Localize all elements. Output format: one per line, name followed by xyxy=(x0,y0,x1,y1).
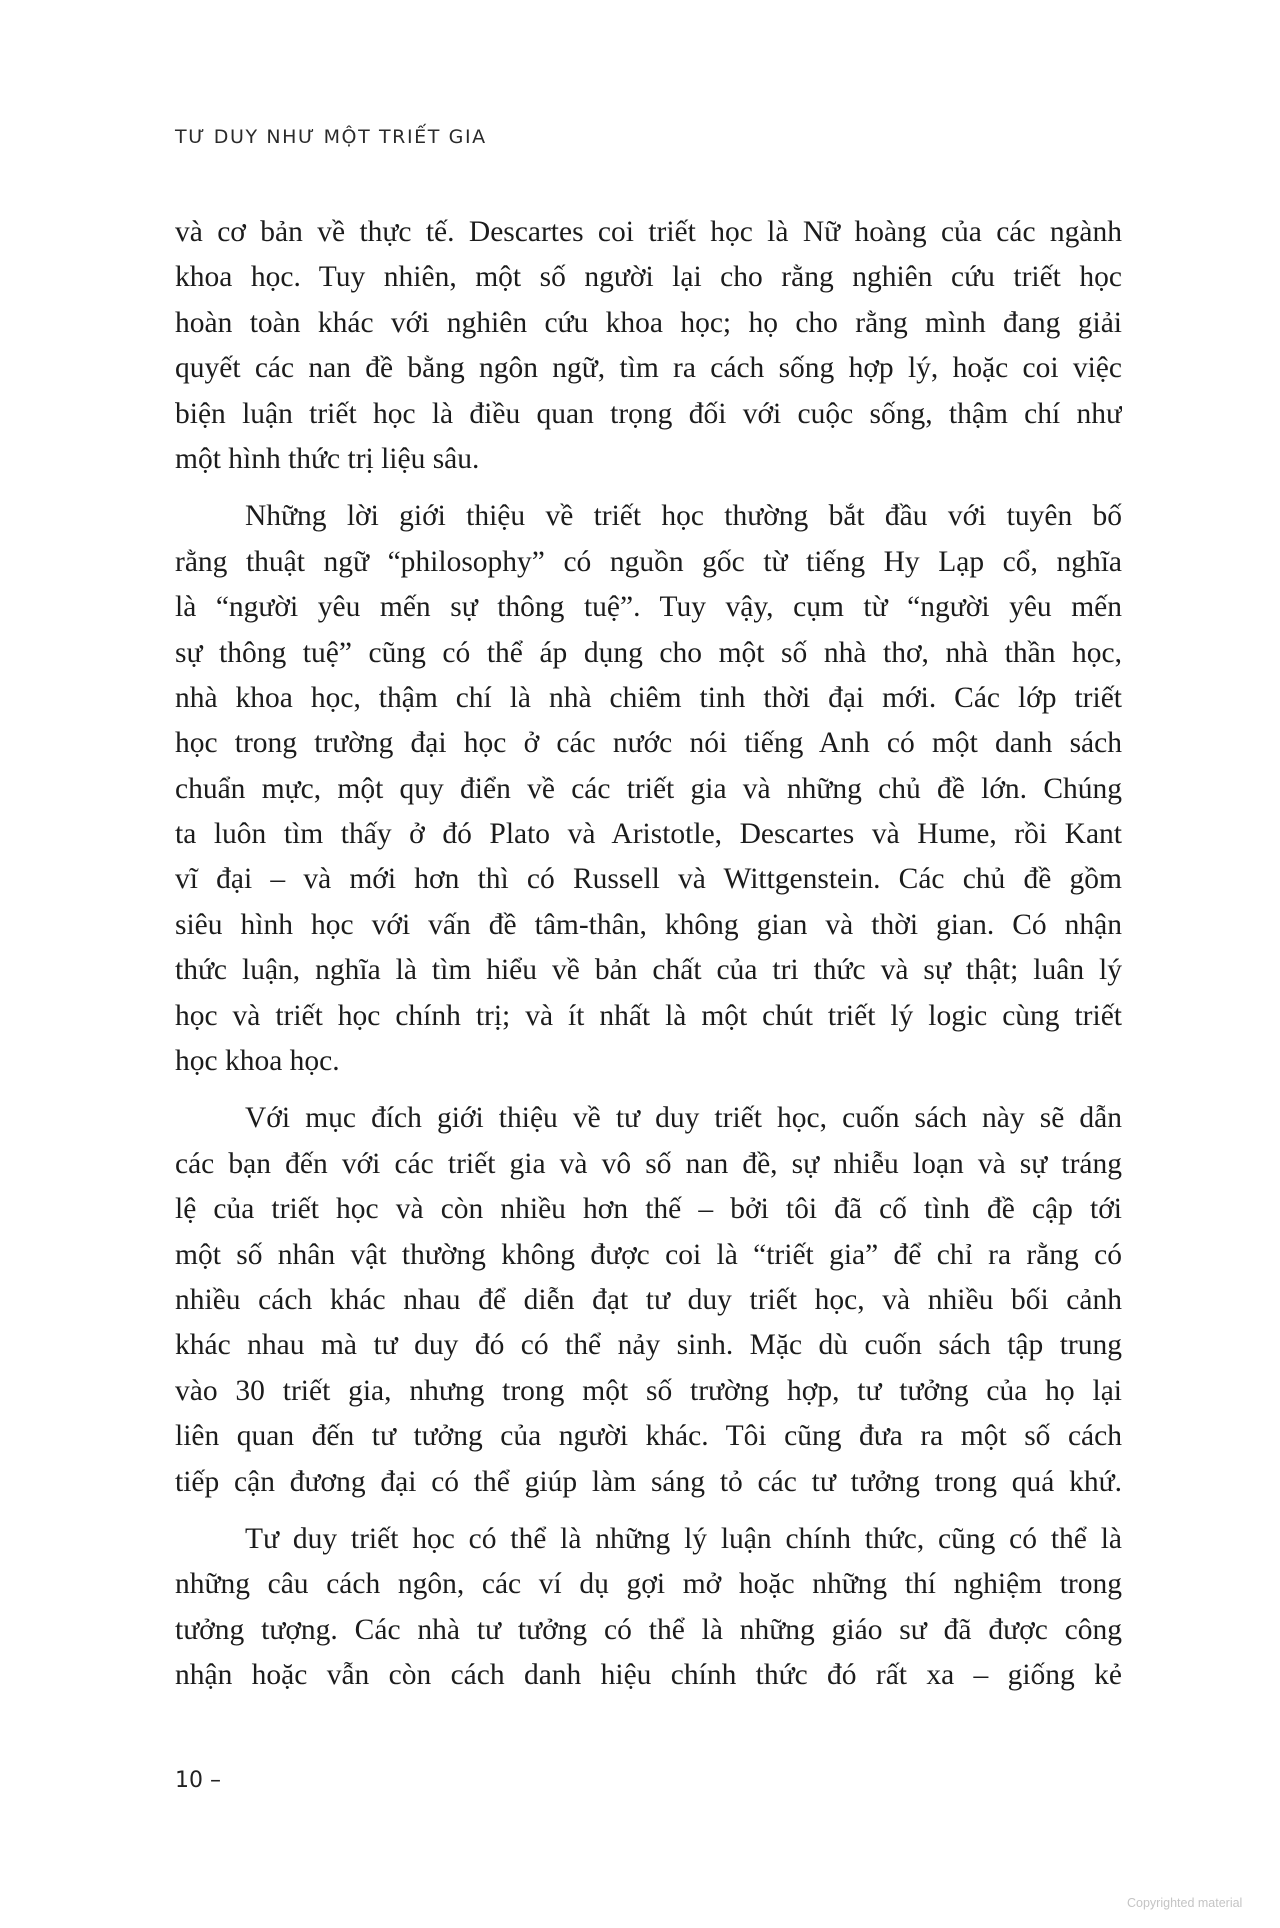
paragraph xyxy=(175,210,1122,482)
text-line: vĩ đại – và mới hơn thì có Russell và Wittgenstein. Các chủ đề gồm xyxy=(175,863,1122,896)
text-line: lệ của triết học và còn nhiều hơn thế – bởi tôi đã cố tình đề cập tới xyxy=(175,1193,1122,1226)
text-line: rằng thuật ngữ “philosophy” có nguồn gốc từ tiếng Hy Lạp cổ, nghĩa xyxy=(175,545,1122,578)
paragraph xyxy=(175,1096,1122,1505)
running-head: TƯ DUY NHƯ MỘT TRIẾT GIA xyxy=(175,126,487,148)
text-line: chuẩn mực, một quy điển về các triết gia và những chủ đề lớn. Chúng xyxy=(175,772,1122,805)
text-line: nhà khoa học, thậm chí là nhà chiêm tinh thời đại mới. Các lớp triết xyxy=(175,681,1122,714)
text-line: thức luận, nghĩa là tìm hiểu về bản chất của tri thức và sự thật; luân lý xyxy=(175,954,1122,987)
text-line: tiếp cận đương đại có thể giúp làm sáng tỏ các tư tưởng trong quá khứ. xyxy=(175,1465,1122,1498)
text-line: khoa học. Tuy nhiên, một số người lại cho rằng nghiên cứu triết học xyxy=(175,261,1122,294)
text-line: hoàn toàn khác với nghiên cứu khoa học; họ cho rằng mình đang giải xyxy=(175,306,1122,339)
paragraph xyxy=(175,494,1122,1084)
page-number: 10 – xyxy=(175,1768,221,1793)
text-line: học và triết học chính trị; và ít nhất là một chút triết lý logic cùng triết xyxy=(175,999,1122,1032)
text-line: liên quan đến tư tưởng của người khác. Tôi cũng đưa ra một số cách xyxy=(175,1420,1122,1453)
text-line: biện luận triết học là điều quan trọng đối với cuộc sống, thậm chí như xyxy=(175,397,1122,430)
text-line: siêu hình học với vấn đề tâm-thân, không gian và thời gian. Có nhận xyxy=(175,908,1122,941)
text-line: Với mục đích giới thiệu về tư duy triết học, cuốn sách này sẽ dẫn xyxy=(245,1102,1122,1135)
text-line: tưởng tượng. Các nhà tư tưởng có thể là những giáo sư đã được công xyxy=(175,1613,1122,1646)
text-line: và cơ bản về thực tế. Descartes coi triết học là Nữ hoàng của các ngành xyxy=(175,216,1122,248)
text-line: khác nhau mà tư duy đó có thể nảy sinh. Mặc dù cuốn sách tập trung xyxy=(175,1329,1122,1362)
text-line: ta luôn tìm thấy ở đó Plato và Aristotle, Descartes và Hume, rồi Kant xyxy=(175,818,1122,851)
text-line: học trong trường đại học ở các nước nói tiếng Anh có một danh sách xyxy=(175,727,1122,760)
copyright-watermark: Copyrighted material xyxy=(1127,1896,1243,1910)
text-line: nhiều cách khác nhau để diễn đạt tư duy triết học, và nhiều bối cảnh xyxy=(175,1283,1122,1316)
text-line: là “người yêu mến sự thông tuệ”. Tuy vậy, cụm từ “người yêu mến xyxy=(175,591,1122,624)
text-line: sự thông tuệ” cũng có thể áp dụng cho một số nhà thơ, nhà thần học, xyxy=(175,636,1122,669)
text-line: một hình thức trị liệu sâu. xyxy=(175,442,480,475)
text-line: các bạn đến với các triết gia và vô số nan đề, sự nhiễu loạn và sự tráng xyxy=(175,1147,1122,1180)
text-line: Tư duy triết học có thể là những lý luận chính thức, cũng có thể là xyxy=(245,1522,1122,1555)
text-line: vào 30 triết gia, nhưng trong một số trường hợp, tư tưởng của họ lại xyxy=(175,1374,1122,1407)
body-text xyxy=(175,210,1122,1699)
text-line: một số nhân vật thường không được coi là “triết gia” để chỉ ra rằng có xyxy=(175,1238,1122,1271)
text-line: học khoa học. xyxy=(175,1045,340,1078)
text-line: Những lời giới thiệu về triết học thường bắt đầu với tuyên bố xyxy=(245,500,1122,533)
text-line: nhận hoặc vẫn còn cách danh hiệu chính thức đó rất xa – giống kẻ xyxy=(175,1659,1122,1692)
text-line: quyết các nan đề bằng ngôn ngữ, tìm ra cách sống hợp lý, hoặc coi việc xyxy=(175,352,1122,385)
text-line: những câu cách ngôn, các ví dụ gợi mở hoặc những thí nghiệm trong xyxy=(175,1568,1122,1601)
paragraph xyxy=(175,1517,1122,1699)
